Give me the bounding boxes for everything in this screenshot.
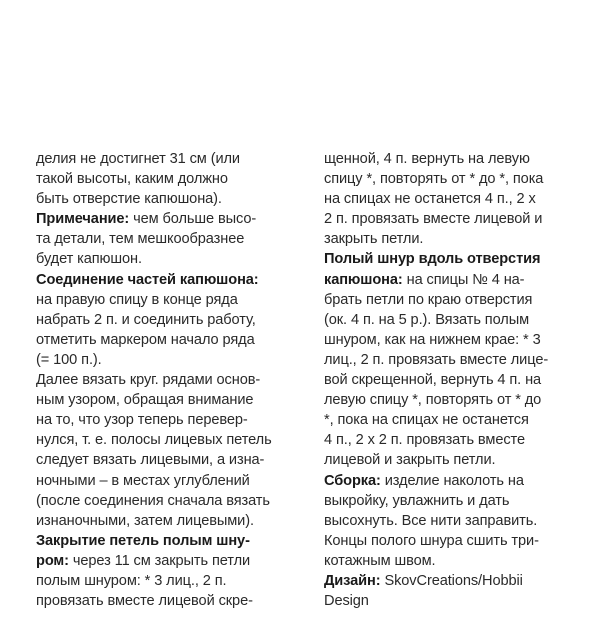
text-line [324, 209, 600, 229]
body-text: вой скрещенной, вернуть 4 п. на [324, 372, 542, 389]
text-line [36, 330, 304, 350]
section-heading: капюшона: [324, 271, 403, 288]
text-line [36, 189, 304, 209]
section-heading: Полый шнур вдоль отверстия [324, 251, 541, 268]
text-line [36, 390, 304, 410]
text-line [36, 169, 304, 189]
body-text: 2 п. провязать вместе лицевой и [324, 211, 543, 228]
text-line [36, 209, 304, 229]
body-text: выкройку, увлажнить и дать [324, 492, 510, 509]
text-line [324, 229, 600, 249]
text-line [36, 410, 304, 430]
text-line [324, 310, 600, 330]
section-heading: Примечание: [36, 211, 130, 228]
body-text: 4 п., 2 х 2 п. провязать вместе [324, 432, 525, 449]
text-line [324, 149, 600, 169]
text-line [36, 370, 304, 390]
text-line [324, 430, 600, 450]
text-line [324, 350, 600, 370]
text-line [324, 511, 600, 531]
text-line [324, 450, 600, 470]
text-line [36, 491, 304, 511]
body-text: отметить маркером начало ряда [36, 331, 255, 348]
text-line [324, 189, 600, 209]
body-text: чем больше высо- [129, 211, 257, 228]
body-text: Design [324, 593, 369, 610]
body-text: левую спицу *, повторять от * до [324, 392, 542, 409]
body-text: провязать вместе лицевой скре- [36, 593, 253, 610]
text-line [324, 551, 600, 571]
text-line [324, 169, 600, 189]
text-line [36, 229, 304, 249]
text-line [36, 471, 304, 491]
body-text: закрыть петли. [324, 231, 424, 248]
body-text: Далее вязать круг. рядами основ- [36, 372, 261, 389]
text-line [324, 270, 600, 290]
text-line [36, 270, 304, 290]
section-heading: Соединение частей капюшона: [36, 271, 259, 288]
body-text: на спицах не останется 4 п., 2 х [324, 191, 536, 208]
text-line [36, 290, 304, 310]
text-line [324, 249, 600, 269]
right-text-column [324, 149, 600, 611]
text-line [36, 531, 304, 551]
body-text: (= 100 п.). [36, 351, 102, 368]
text-line [324, 471, 600, 491]
body-text: такой высоты, каким должно [36, 171, 228, 188]
body-text: изнаночными, затем лицевыми). [36, 512, 254, 529]
text-line [36, 149, 304, 169]
body-text: нулся, т. е. полосы лицевых петель [36, 432, 272, 449]
section-heading: ром: [36, 552, 69, 569]
body-text: ным узором, обращая внимание [36, 392, 254, 409]
body-text: на правую спицу в конце ряда [36, 291, 238, 308]
text-line [324, 491, 600, 511]
body-text: котажным швом. [324, 552, 436, 569]
body-text: шнуром, как на нижнем крае: * 3 [324, 331, 541, 348]
body-text: через 11 см закрыть петли [68, 552, 251, 569]
section-heading: Дизайн: [324, 572, 381, 589]
body-text: делия не достигнет 31 см (или [36, 151, 240, 167]
body-text: (после соединения сначала вязать [36, 492, 270, 509]
left-text-column [36, 149, 304, 611]
body-text: (ок. 4 п. на 5 р.). Вязать полым [324, 311, 530, 328]
text-line [324, 330, 600, 350]
body-text: следует вязать лицевыми, а изна- [36, 452, 265, 469]
body-text: ночными – в местах углублений [36, 472, 250, 489]
body-text: лицевой и закрыть петли. [324, 452, 496, 469]
body-text: полым шнуром: * 3 лиц., 2 п. [36, 572, 227, 589]
text-line [324, 591, 600, 611]
body-text: изделие наколоть на [380, 472, 524, 489]
body-text: будет капюшон. [36, 251, 142, 268]
text-line [36, 310, 304, 330]
body-text: та детали, тем мешкообразнее [36, 231, 245, 248]
text-line [36, 450, 304, 470]
body-text: щенной, 4 п. вернуть на левую [324, 151, 530, 167]
body-text: SkovCreations/Hobbii [380, 572, 523, 589]
text-line [36, 350, 304, 370]
text-line [324, 290, 600, 310]
text-line [324, 531, 600, 551]
section-heading: Закрытие петель полым шну- [36, 532, 250, 549]
text-line [324, 571, 600, 591]
section-heading: Сборка: [324, 472, 381, 489]
text-line [36, 511, 304, 531]
body-text: Концы полого шнура сшить три- [324, 532, 539, 549]
text-line [36, 571, 304, 591]
text-line [36, 249, 304, 269]
body-text: брать петли по краю отверстия [324, 291, 533, 308]
body-text: набрать 2 п. и соединить работу, [36, 311, 256, 328]
text-line [324, 390, 600, 410]
body-text: на то, что узор теперь перевер- [36, 412, 248, 429]
body-text: высохнуть. Все нити заправить. [324, 512, 538, 529]
text-line [36, 591, 304, 611]
body-text: на спицы № 4 на- [402, 271, 525, 288]
text-line [324, 410, 600, 430]
body-text: спицу *, повторять от * до *, пока [324, 171, 544, 188]
body-text: *, пока на спицах не останется [324, 412, 529, 429]
body-text: быть отверстие капюшона). [36, 191, 222, 208]
text-line [36, 430, 304, 450]
text-line [36, 551, 304, 571]
text-line [324, 370, 600, 390]
body-text: лиц., 2 п. провязать вместе лице- [324, 351, 549, 368]
